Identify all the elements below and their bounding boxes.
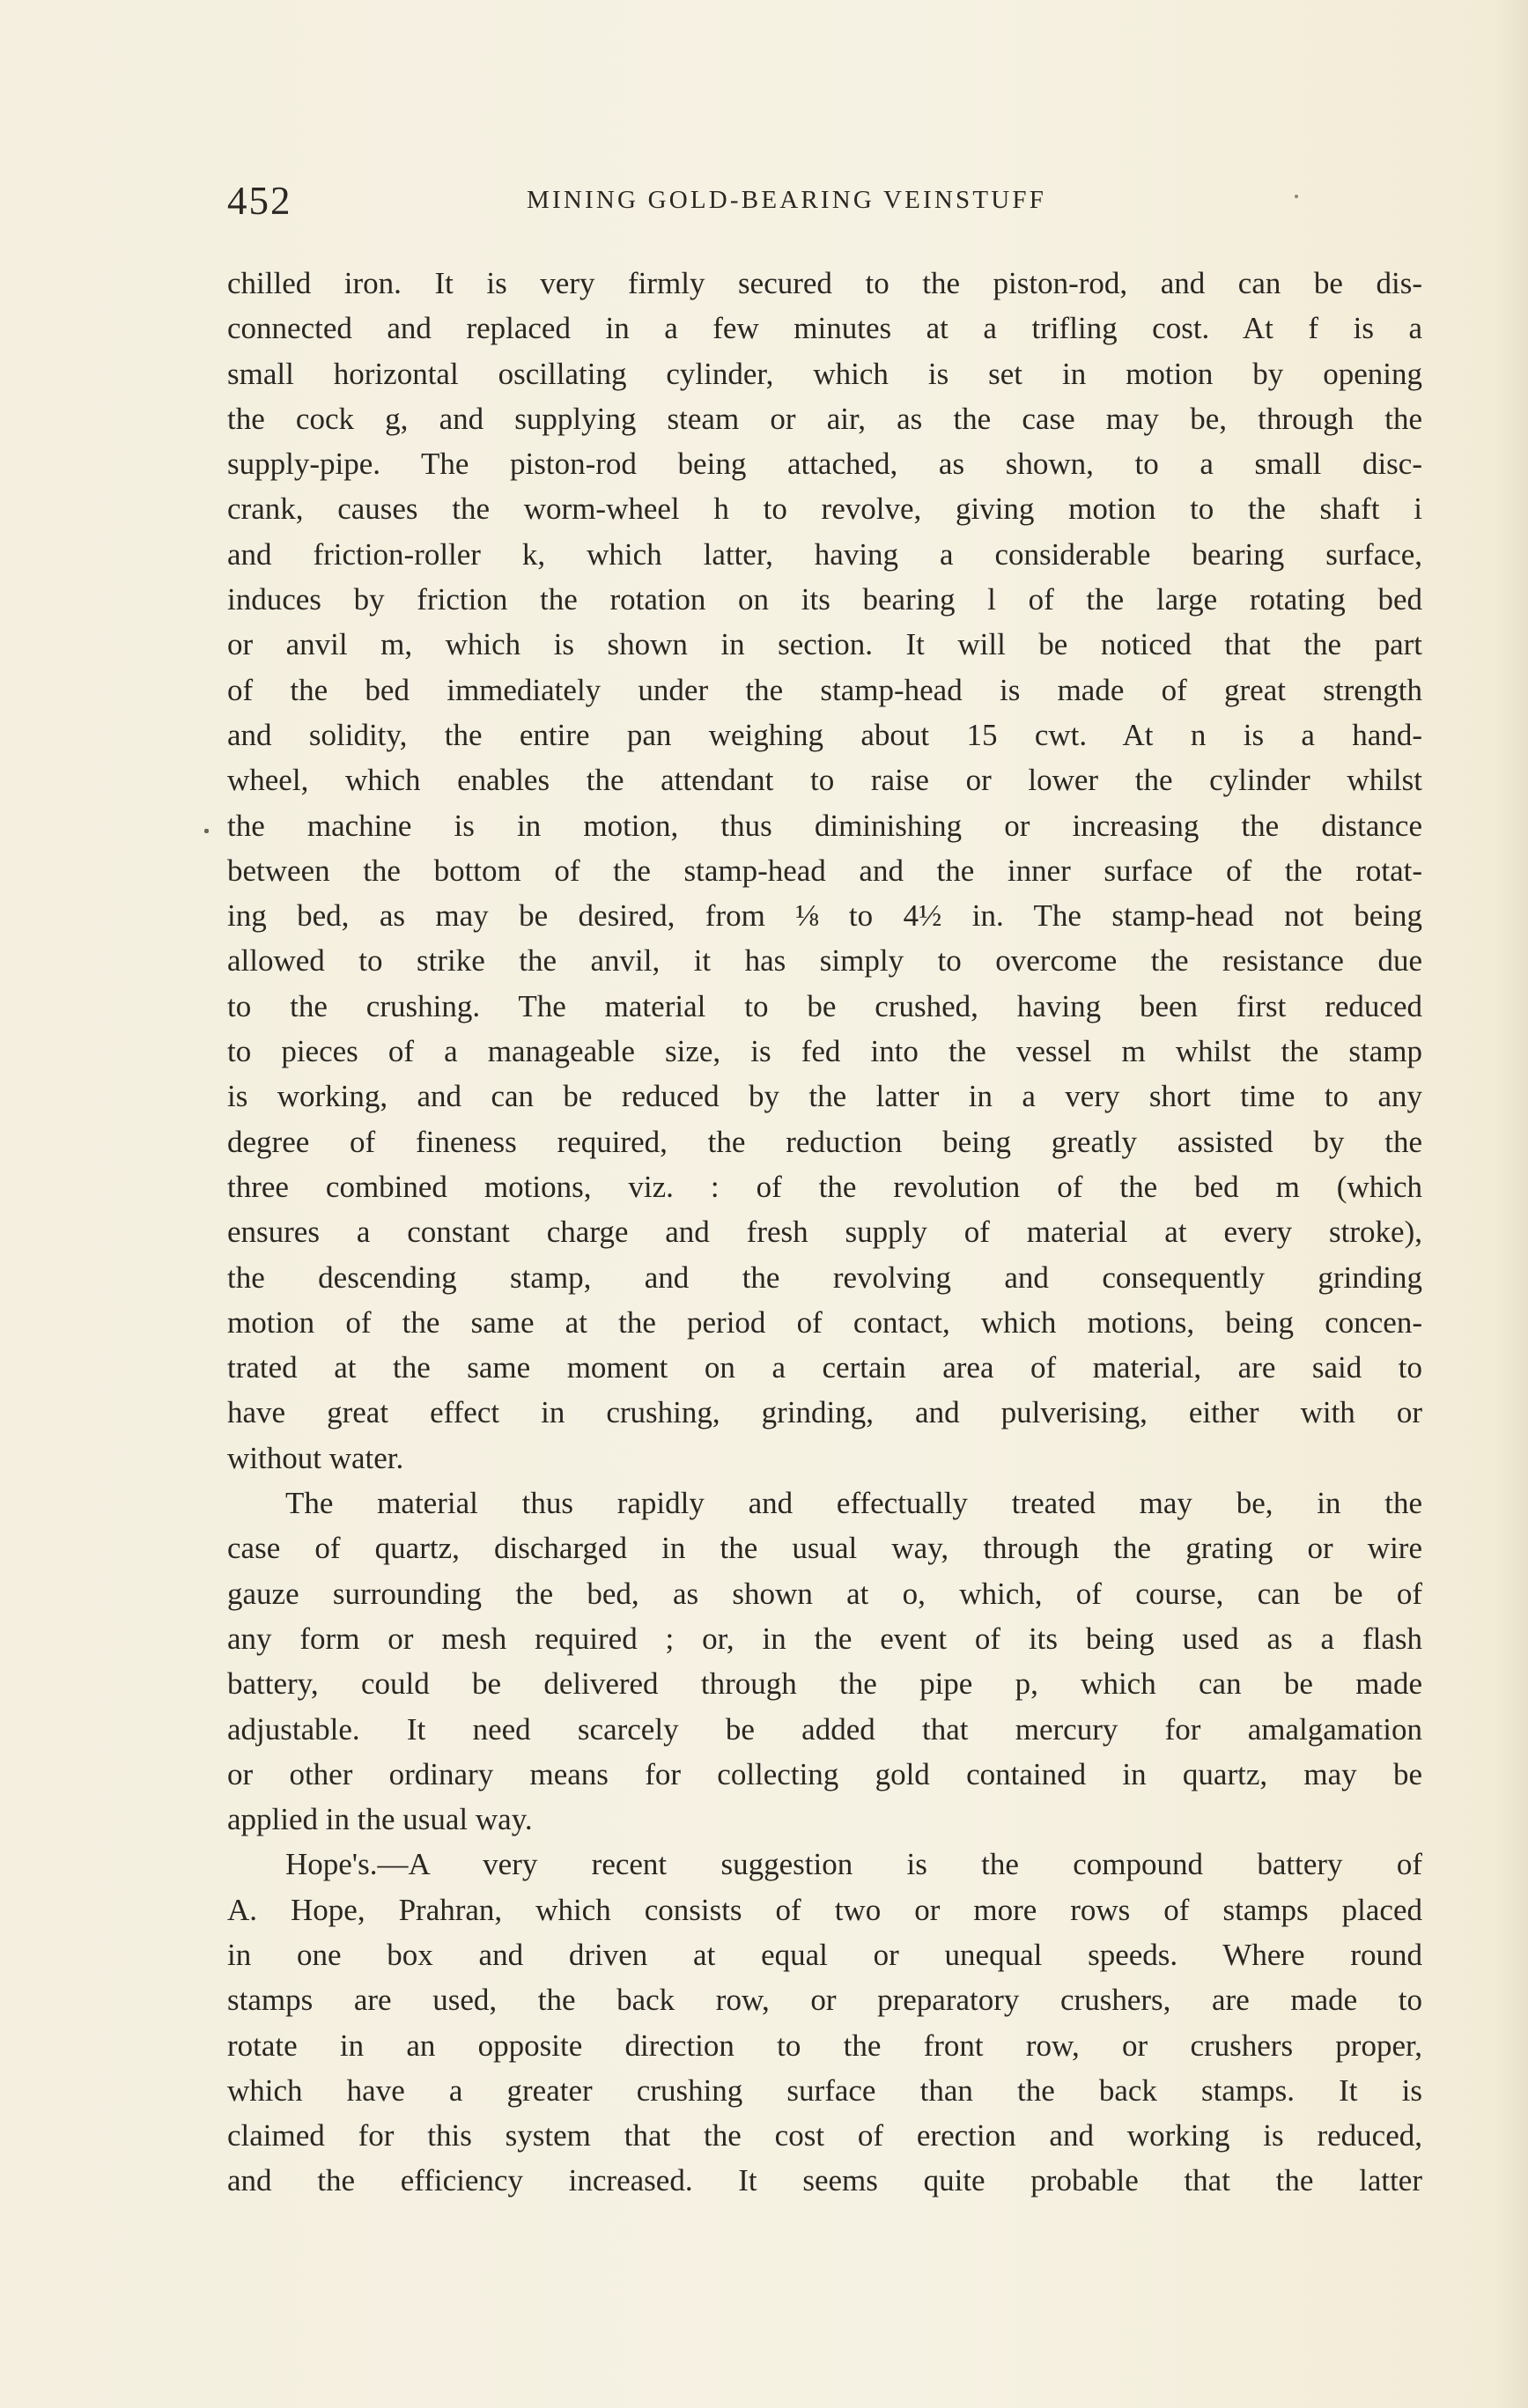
body-text: [227, 261, 1422, 2204]
text-line: of the bed immediately under the stamp-head is made of great strength: [227, 672, 1422, 707]
text-line: small horizontal oscillating cylinder, which is set in motion by opening: [227, 356, 1422, 391]
text-line: gauze surrounding the bed, as shown at o, which, of course, can be of: [227, 1576, 1422, 1611]
text-line: stamps are used, the back row, or preparatory crushers, are made to: [227, 1983, 1422, 2018]
text-line: the machine is in motion, thus diminishing or increasing the distance: [227, 808, 1422, 843]
text-line: the cock g, and supplying steam or air, as the case may be, through the: [227, 401, 1422, 436]
text-line: the descending stamp, and the revolving and consequently grinding: [227, 1259, 1422, 1295]
text-line: motion of the same at the period of contact, which motions, being concen-: [227, 1304, 1422, 1340]
text-line: case of quartz, discharged in the usual way, through the grating or wire: [227, 1531, 1422, 1566]
text-line: chilled iron. It is very firmly secured to the piston-rod, and can be dis-: [227, 266, 1422, 300]
text-line: to pieces of a manageable size, is fed into the vessel m whilst the stamp: [227, 1034, 1422, 1069]
text-line: and the efficiency increased. It seems quite probable that the latter: [227, 2163, 1422, 2198]
margin-speck: [204, 829, 209, 833]
text-line: or anvil m, which is shown in section. It will be noticed that the part: [227, 627, 1422, 662]
text-line: between the bottom of the stamp-head and the inner surface of the rotat-: [227, 853, 1422, 888]
text-line: ensures a constant charge and fresh supply of material at every stroke),: [227, 1215, 1422, 1250]
text-line: applied in the usual way.: [227, 1802, 533, 1837]
text-line: and solidity, the entire pan weighing about 15 cwt. At n is a hand-: [227, 717, 1422, 752]
text-line: The material thus rapidly and effectually treated may be, in the: [285, 1486, 1422, 1521]
page-number: 452: [227, 179, 292, 223]
text-line: wheel, which enables the attendant to raise or lower the cylinder whilst: [227, 763, 1422, 798]
text-line: allowed to strike the anvil, it has simply to overcome the resistance due: [227, 943, 1422, 979]
text-line: connected and replaced in a few minutes at a trifling cost. At f is a: [227, 311, 1422, 346]
text-line: without water.: [227, 1440, 404, 1475]
text-line: crank, causes the worm-wheel h to revolve, giving motion to the shaft i: [227, 491, 1422, 527]
text-line: which have a greater crushing surface than the back stamps. It is: [227, 2072, 1422, 2108]
text-line: trated at the same moment on a certain area of material, are said to: [227, 1350, 1422, 1385]
text-line: in one box and driven at equal or unequal speeds. Where round: [227, 1937, 1422, 1972]
running-title: MINING GOLD-BEARING VEINSTUFF: [527, 186, 1047, 214]
text-line: A. Hope, Prahran, which consists of two or more rows of stamps placed: [227, 1892, 1422, 1927]
text-line: battery, could be delivered through the pipe p, which can be made: [227, 1666, 1422, 1702]
text-line: to the crushing. The material to be crushed, having been first reduced: [227, 988, 1422, 1023]
text-line: and friction-roller k, which latter, having a considerable bearing surface,: [227, 536, 1422, 572]
text-line: degree of fineness required, the reduction being greatly assisted by the: [227, 1124, 1422, 1159]
page-header: [227, 179, 1422, 223]
header-speck: [1295, 195, 1298, 198]
text-line: adjustable. It need scarcely be added that mercury for amalgamation: [227, 1711, 1422, 1747]
page-edge-shadow: [1493, 0, 1528, 2408]
text-line: any form or mesh required ; or, in the event of its being used as a flash: [227, 1621, 1422, 1656]
text-line: is working, and can be reduced by the latter in a very short time to any: [227, 1079, 1422, 1114]
text-line: Hope's.—A very recent suggestion is the compound battery of: [285, 1847, 1422, 1882]
text-line: three combined motions, viz. : of the revolution of the bed m (which: [227, 1169, 1422, 1204]
text-line: supply-pipe. The piston-rod being attached, as shown, to a small disc-: [227, 447, 1422, 482]
text-line: or other ordinary means for collecting gold contained in quartz, may be: [227, 1756, 1422, 1791]
text-line: rotate in an opposite direction to the front row, or crushers proper,: [227, 2028, 1422, 2063]
text-line: claimed for this system that the cost of erection and working is reduced,: [227, 2118, 1422, 2153]
text-line: have great effect in crushing, grinding, and pulverising, either with or: [227, 1395, 1422, 1430]
text-line: induces by friction the rotation on its bearing l of the large rotating bed: [227, 582, 1422, 617]
text-line: ing bed, as may be desired, from ⅛ to 4½ in. The stamp-head not being: [227, 898, 1422, 934]
